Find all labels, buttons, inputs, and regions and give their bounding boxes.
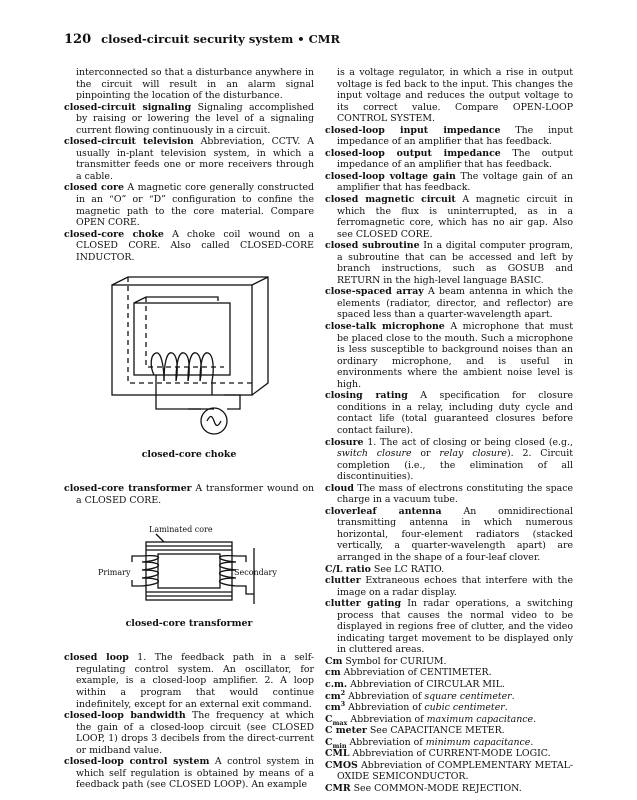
- headword: CMR: [325, 782, 351, 794]
- definition: A specification for closure conditions in a relay, including duty cycle and contact life (total guaranteed closures before contact failure).: [337, 390, 573, 436]
- core-window: [134, 303, 230, 375]
- headword: closed-core transformer: [64, 483, 192, 495]
- dictionary-entry: [325, 564, 573, 576]
- dictionary-entry: [325, 390, 573, 436]
- running-title: closed-circuit security system • CMR: [101, 32, 341, 46]
- headword: closed-loop input impedance: [325, 124, 501, 136]
- definition: A magnetic circuit in which the flux is uninterrupted, as in a ferromagnetic core, which has no air gap. Also see CLOSED CORE.: [337, 194, 573, 240]
- definition: A control system in which self regulation is obtained by means of a feedback path (see CLOSED LOOP). An example: [76, 756, 314, 791]
- headword: closure: [325, 436, 364, 448]
- definition: A beam antenna in which the elements (radiator, director, and reflector) are spaced less than a quarter-wavelength apart.: [337, 286, 574, 321]
- dictionary-entry: [325, 575, 573, 598]
- dictionary-entry: $cm^3$ Abbreviation of cubic centimeter.: [325, 699, 508, 714]
- definition: 1. The feedback path in a self-regulating control system. An oscillator, for example, is a closed-loop amplifier. 2. A loop within a program that would continue indefinitely, except for an external exit command.: [76, 652, 315, 710]
- dictionary-entry: [325, 783, 573, 795]
- definition: Abbreviation of CURRENT-MODE LOGIC.: [352, 748, 551, 760]
- dictionary-entry: $C_{min}$ Abbreviation of minimum capacitance.: [325, 736, 534, 750]
- dictionary-entry: [325, 760, 573, 783]
- closed-core-transformer-figure: [64, 520, 314, 630]
- transformer-diagram: [64, 520, 314, 618]
- definition: Symbol for CURIUM.: [345, 655, 447, 667]
- dictionary-entry: [325, 679, 573, 691]
- definition: Abbreviation, CCTV. A usually in-plant television system, in which a transmitter feeds one or more receivers through a cable.: [76, 136, 314, 182]
- left-column: [64, 67, 314, 791]
- headword: $C_{min}$: [325, 736, 347, 750]
- headword: Cm: [325, 655, 343, 667]
- dictionary-entry: closure 1. The act of closing or being closed (e.g., switch closure or relay closure). 2. Circuit completion (i.e., the elimination of all discontinuities).: [325, 436, 574, 483]
- dictionary-entry: $cm^2$ Abbreviation of square centimeter.: [325, 688, 515, 702]
- headword: CMOS: [325, 759, 358, 771]
- headword: closed core: [64, 182, 124, 194]
- dictionary-entry: [64, 710, 314, 756]
- headword: closed-loop control system: [64, 756, 210, 768]
- dictionary-entry: [325, 240, 573, 286]
- label-primary: Primary: [98, 568, 131, 578]
- dictionary-entry: [64, 102, 314, 137]
- headword: c.m.: [325, 678, 348, 690]
- definition: The input impedance of an amplifier that has feedback.: [337, 124, 573, 148]
- primary-coil: [142, 556, 159, 586]
- dictionary-entry: [325, 598, 573, 656]
- label-laminated-core: Laminated core: [149, 525, 213, 535]
- definition: Abbreviation of CENTIMETER.: [343, 667, 492, 679]
- definition: An omnidirectional transmitting antenna in which numerous horizontal, four-element radiators (stacked vertically, a quarter-wavelength apart) are arranged in the shape of a four-leaf clover.: [337, 505, 573, 563]
- dictionary-entry: [64, 182, 314, 228]
- headword: clutter: [325, 575, 361, 587]
- dictionary-entry: [64, 229, 314, 264]
- headword: closed subroutine: [325, 240, 420, 252]
- definition: A magnetic core generally constructed in an “O” or “D” configuration to confine the magnetic path to the core material. Compare OPEN CORE.: [76, 182, 315, 229]
- lead-left: [156, 375, 214, 409]
- headword: closed loop: [64, 652, 129, 664]
- choke-diagram: [64, 271, 314, 449]
- continuation-text: interconnected so that a disturbance anywhere in the circuit will result in an alarm signal pinpointing the location of the disturbance.: [76, 67, 314, 102]
- headword: close-spaced array: [325, 286, 424, 298]
- definition: The frequency at which the gain of a closed-loop circuit (see CLOSED LOOP, 1) drops 3 decibels from the direct-current or midband value.: [76, 710, 314, 756]
- headword: $C_{max}$: [325, 713, 348, 727]
- dictionary-entry: [64, 483, 314, 506]
- dictionary-entry: [325, 125, 573, 148]
- definition: A choke coil wound on a CLOSED CORE. Also called CLOSED-CORE INDUCTOR.: [76, 228, 314, 263]
- headword: closed-core choke: [64, 228, 164, 240]
- definition: Signaling accomplished by raising or lowering the level of a signaling current flowing continuously in a circuit.: [76, 101, 314, 136]
- headword: closed-circuit signaling: [64, 101, 192, 113]
- closed-core-choke-figure: [64, 271, 314, 469]
- dictionary-entry: [64, 756, 314, 791]
- core-outline: [146, 542, 232, 600]
- dictionary-entry: [325, 748, 573, 760]
- headword: closed-circuit television: [64, 136, 194, 148]
- figure-caption: closed-core choke: [141, 449, 237, 461]
- headword: closed magnetic circuit: [325, 194, 456, 206]
- page-number: 120: [64, 32, 92, 47]
- definition: See COMMON-MODE REJECTION.: [353, 782, 522, 794]
- headword: cloud: [325, 482, 354, 494]
- definition: Extraneous echoes that interfere with the image on a radar display.: [337, 575, 574, 598]
- headword: closed-loop output impedance: [325, 147, 501, 159]
- definition: The output impedance of an amplifier that has feedback.: [337, 147, 574, 171]
- headword: $cm^3$: [325, 699, 346, 714]
- dictionary-entry: [325, 194, 573, 240]
- headword: cm: [325, 667, 341, 679]
- dictionary-entry: [325, 321, 573, 390]
- dictionary-entry: [325, 506, 573, 564]
- right-column: [325, 67, 573, 794]
- dictionary-entry: [325, 171, 573, 194]
- dictionary-entry: [325, 148, 573, 171]
- headword: clutter gating: [325, 598, 402, 610]
- definition: Abbreviation of CIRCULAR MIL.: [350, 678, 505, 690]
- headword: CML: [325, 748, 350, 760]
- definition: In radar operations, a switching process that causes the normal video to be displayed in regions free of clutter, and the video indicating target movement to be displayed only in cluttered areas.: [337, 598, 574, 656]
- definition: The mass of electrons constituting the space charge in a vacuum tube.: [337, 482, 573, 506]
- headword: $cm^2$: [325, 688, 346, 702]
- page-header: [64, 32, 340, 47]
- core-outline: [112, 285, 252, 395]
- headword: C/L ratio: [325, 563, 371, 575]
- dictionary-entry: [325, 286, 573, 321]
- headword: closing rating: [325, 390, 408, 402]
- headword: C meter: [325, 725, 367, 737]
- core-window: [158, 554, 220, 588]
- figure-caption: closed-core transformer: [125, 618, 253, 630]
- dictionary-entry: [325, 725, 573, 737]
- headword: cloverleaf antenna: [325, 505, 442, 517]
- definition: See LC RATIO.: [373, 563, 445, 575]
- dictionary-entry: $C_{max}$ Abbreviation of maximum capacitance.: [325, 713, 537, 727]
- headword: closed-loop voltage gain: [325, 170, 456, 182]
- dictionary-entry: [325, 656, 573, 668]
- definition: Abbreviation of COMPLEMENTARY METAL-OXIDE SEMICONDUCTOR.: [337, 759, 573, 783]
- definition: See CAPACITANCE METER.: [369, 725, 505, 737]
- continuation-text: is a voltage regulator, in which a rise in output voltage is fed back to the input. This changes the input voltage and reduces the output voltage to its correct value. Compare OPEN-LOOP CONTROL SYSTEM.: [337, 67, 573, 125]
- dictionary-entry: [64, 136, 314, 182]
- label-secondary: Secondary: [234, 568, 277, 578]
- headword: closed-loop bandwidth: [64, 710, 186, 722]
- dictionary-entry: [325, 483, 573, 506]
- definition: A microphone that must be placed close to the mouth. Such a microphone is less susceptible to background noises than an ordinary microphone, and is useful in environments where the ambient noise level is high.: [337, 321, 574, 390]
- definition: The voltage gain of an amplifier that has feedback.: [337, 170, 573, 194]
- definition: A transformer wound on a CLOSED CORE.: [76, 483, 315, 506]
- definition: In a digital computer program, a subroutine that can be accessed and left by branch instructions, such as GOSUB and RETURN in the high-level language BASIC.: [337, 240, 574, 286]
- headword: close-talk microphone: [325, 321, 445, 333]
- dictionary-entry: [325, 667, 573, 679]
- dictionary-entry: [64, 652, 314, 710]
